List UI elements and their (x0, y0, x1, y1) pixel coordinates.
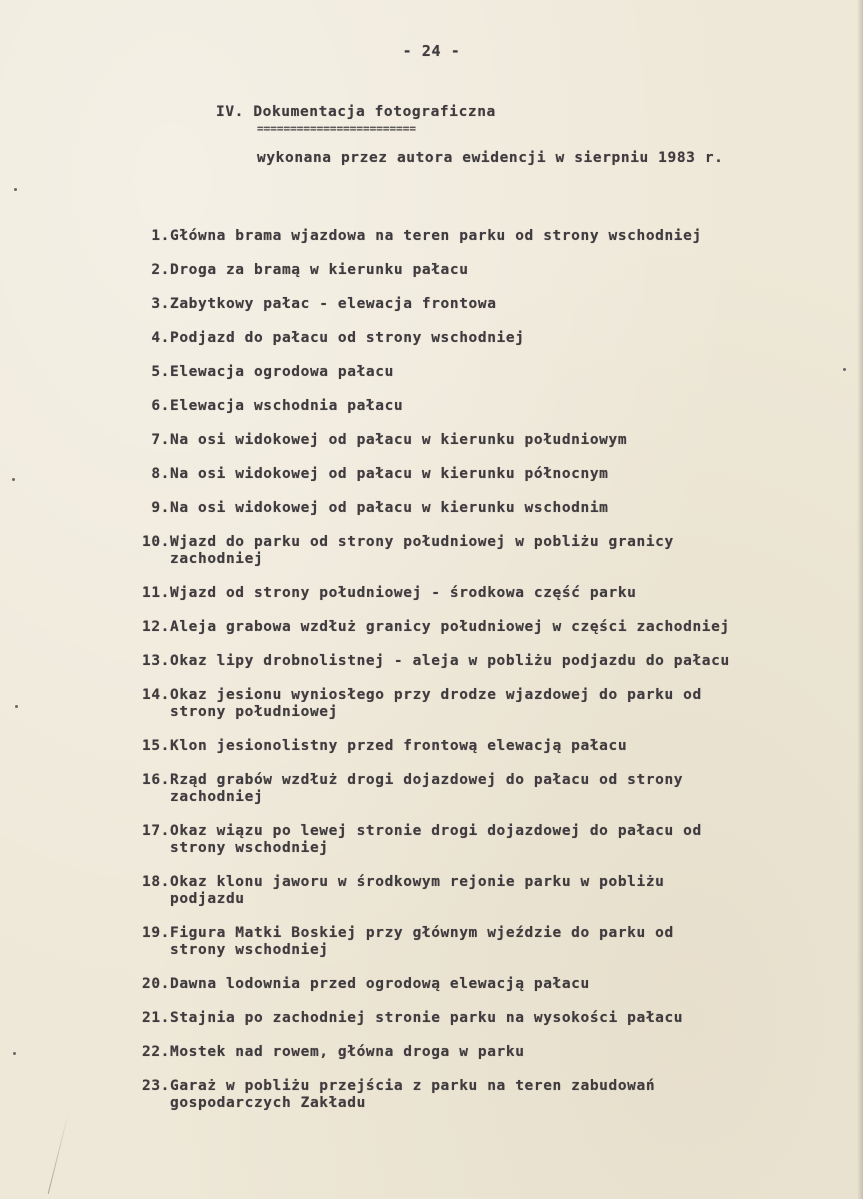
list-item (128, 262, 848, 279)
item-text: Okaz jesionu wyniosłego przy drodze wjazdowej do parku od strony południowej (170, 687, 702, 720)
item-number: 15. (142, 738, 170, 754)
list-item (128, 398, 848, 415)
section-subheading: wykonana przez autora ewidencji w sierpniu 1983 r. (257, 150, 724, 166)
item-text: Figura Matki Boskiej przy głównym wjeździe do parku od strony wschodniej (170, 925, 674, 958)
item-text: Rząd grabów wzdłuż drogi dojazdowej do pałacu od strony zachodniej (170, 772, 684, 805)
heading-underline: ======================== (257, 122, 416, 135)
list-item (128, 364, 848, 381)
item-text: Aleja grabowa wzdłuż granicy południowej w części zachodniej (170, 619, 730, 635)
list-item (128, 874, 848, 908)
list-item (128, 925, 848, 959)
item-text: Elewacja ogrodowa pałacu (170, 364, 394, 380)
item-number: 8. (151, 466, 170, 482)
item-text: Podjazd do pałacu od strony wschodniej (170, 330, 525, 346)
list-item (128, 500, 848, 517)
list-item (128, 228, 848, 245)
item-text: Okaz lipy drobnolistnej - aleja w pobliżu podjazdu do pałacu (170, 653, 730, 669)
item-text: Dawna lodownia przed ogrodową elewacją pałacu (170, 976, 590, 992)
item-text: Wjazd do parku od strony południowej w pobliżu granicy zachodniej (170, 534, 674, 567)
list-item (128, 687, 848, 721)
item-text: Droga za bramą w kierunku pałacu (170, 262, 469, 278)
item-text: Na osi widokowej od pałacu w kierunku południowym (170, 432, 628, 448)
item-number: 23. (142, 1078, 170, 1094)
item-number: 19. (142, 925, 170, 941)
list-item (128, 296, 848, 313)
item-text: Stajnia po zachodniej stronie parku na wysokości pałacu (170, 1010, 684, 1026)
list-item (128, 585, 848, 602)
item-number: 5. (151, 364, 170, 380)
item-number: 4. (151, 330, 170, 346)
item-number: 6. (151, 398, 170, 414)
paper-speck (14, 188, 17, 191)
item-number: 20. (142, 976, 170, 992)
item-text: Okaz wiązu po lewej stronie drogi dojazdowej do pałacu od strony wschodniej (170, 823, 702, 856)
list-item (128, 330, 848, 347)
item-text: Główna brama wjazdowa na teren parku od strony wschodniej (170, 228, 702, 244)
item-number: 9. (151, 500, 170, 516)
item-text: Elewacja wschodnia pałacu (170, 398, 404, 414)
item-text: Wjazd od strony południowej - środkowa część parku (170, 585, 637, 601)
list-item (128, 772, 848, 806)
item-number: 17. (142, 823, 170, 839)
page-number: - 24 - (402, 42, 461, 60)
item-number: 1. (151, 228, 170, 244)
item-number: 10. (142, 534, 170, 550)
item-text: Mostek nad rowem, główna droga w parku (170, 1044, 525, 1060)
item-number: 2. (151, 262, 170, 278)
item-number: 14. (142, 687, 170, 703)
item-number: 3. (151, 296, 170, 312)
item-number: 21. (142, 1010, 170, 1026)
item-number: 13. (142, 653, 170, 669)
list-item (128, 976, 848, 993)
paper-speck (13, 1052, 16, 1055)
list-item (128, 1010, 848, 1027)
list-item (128, 1078, 848, 1112)
photo-list (128, 228, 848, 1129)
list-item (128, 738, 848, 755)
item-number: 22. (142, 1044, 170, 1060)
item-text: Klon jesionolistny przed frontową elewacją pałacu (170, 738, 628, 754)
list-item (128, 432, 848, 449)
item-number: 18. (142, 874, 170, 890)
page-edge-shadow (857, 0, 863, 1199)
item-number: 11. (142, 585, 170, 601)
item-text: Okaz klonu jaworu w środkowym rejonie parku w pobliżu podjazdu (170, 874, 665, 907)
list-item (128, 534, 848, 568)
item-text: Zabytkowy pałac - elewacja frontowa (170, 296, 497, 312)
pencil-mark (48, 1111, 70, 1194)
list-item (128, 823, 848, 857)
list-item (128, 619, 848, 636)
item-text: Garaż w pobliżu przejścia z parku na teren zabudowań gospodarczych Zakładu (170, 1078, 656, 1111)
item-text: Na osi widokowej od pałacu w kierunku północnym (170, 466, 609, 482)
list-item (128, 653, 848, 670)
list-item (128, 466, 848, 483)
paper-speck (843, 368, 846, 371)
paper-speck (12, 478, 15, 481)
section-heading: IV. Dokumentacja fotograficzna (216, 104, 496, 120)
paper-speck (15, 705, 18, 708)
list-item (128, 1044, 848, 1061)
item-text: Na osi widokowej od pałacu w kierunku wschodnim (170, 500, 609, 516)
item-number: 12. (142, 619, 170, 635)
item-number: 7. (151, 432, 170, 448)
item-number: 16. (142, 772, 170, 788)
